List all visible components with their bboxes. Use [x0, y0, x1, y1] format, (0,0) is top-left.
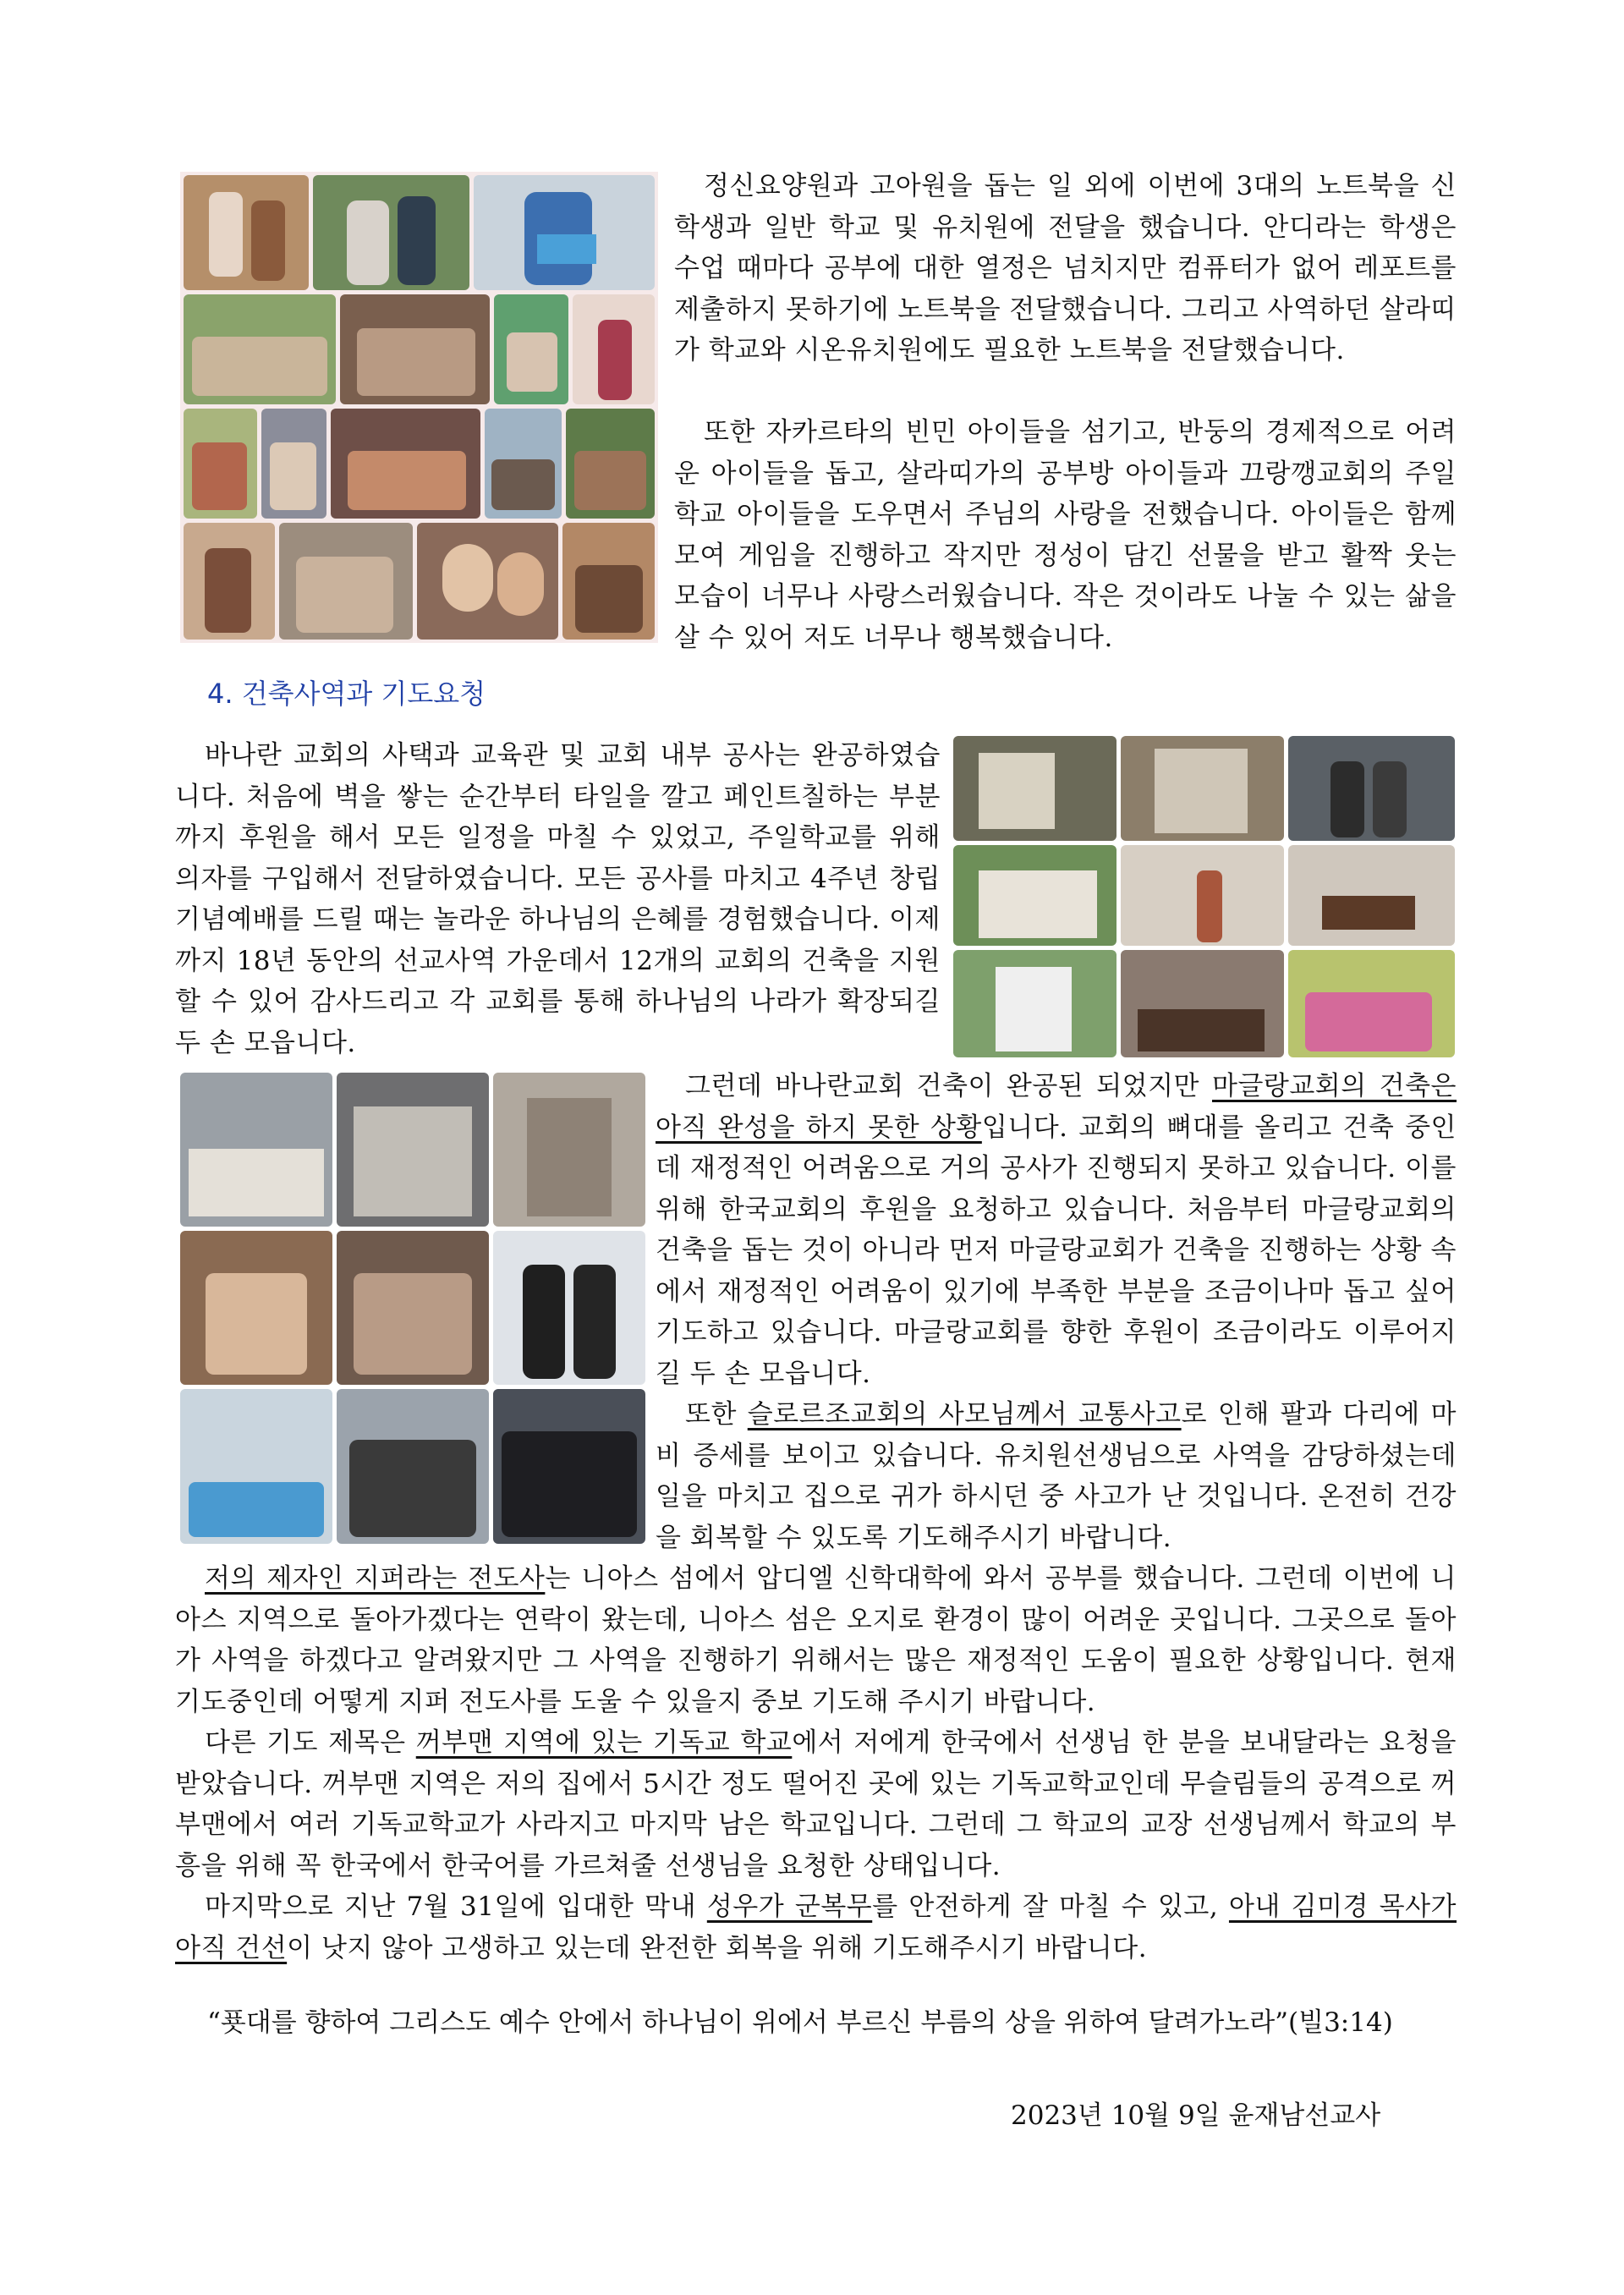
- paragraph-magelang-church: [656, 1066, 1457, 1394]
- photo-magelang-frame-3: [493, 1073, 645, 1227]
- photo-green-room: [494, 294, 568, 404]
- magelang-text-2: 입니다. 교회의 뼈대를 올리고 건축 중인데 재정적인 어려움으로 거의 공사가 진행되지 못하고 있습니다. 이를 위해 한국교회의 후원을 요청하고 있습니다. 처음부터 마글랑교회의 건축을 돕는 것이 아니라 먼저 마글랑교회가 건축을 진행하는 상황 속에서 재정적인 어려움이 있기에 부족한 부분을 조금이나마 돕고 싶어 기도하고 있습니다. 마글랑교회를 향한 후원이 조금이라도 이루어지길 두 손 모읍니다.: [656, 1112, 1457, 1389]
- school-underlined: 꺼부맨 지역에 있는 기독교 학교: [415, 1727, 793, 1758]
- school-text-1: 다른 기도 제목은: [205, 1727, 416, 1758]
- photo-sunday-school: [1288, 950, 1455, 1057]
- paragraph-school-request: [175, 1722, 1457, 1886]
- photo-outdoor-kids: [566, 409, 655, 519]
- photo-magelang-frame-1: [180, 1073, 332, 1227]
- photo-group-photo: [337, 1389, 489, 1544]
- photo-two-pastors: [493, 1231, 645, 1385]
- photo-kids-1: [184, 523, 275, 640]
- photo-magelang-frame-2: [337, 1073, 489, 1227]
- photo-construction-site: [953, 736, 1116, 841]
- magelang-text-1: 그런데 바나란교회 건축이 완공된 되었지만: [685, 1071, 1212, 1101]
- photo-kids-2: [279, 523, 413, 640]
- magelang-underlined: 마글랑교회의 건축은 아직 완성을 하지 못한 상황: [656, 1071, 1457, 1143]
- photo-prayer-group: [337, 1231, 489, 1385]
- photo-party: [331, 409, 480, 519]
- photo-school-kids: [184, 294, 336, 404]
- photo-youth-group: [493, 1389, 645, 1544]
- family-underlined-2: 아내 김미경 목사가 아직 건선: [175, 1891, 1457, 1963]
- photo-collage-ministry: [180, 172, 658, 643]
- photo-collage-construction: [953, 736, 1455, 1057]
- photo-group-1: [184, 409, 257, 519]
- photo-girl-gift: [573, 294, 655, 404]
- family-text-3: 이 낫지 않아 고생하고 있는데 완전한 회복을 위해 기도해주시기 바랍니다.: [287, 1932, 1148, 1963]
- paragraph-laptop-donation: 정신요양원과 고아원을 돕는 일 외에 이번에 3대의 노트북을 신학생과 일반 학교 및 유치원에 전달을 했습니다. 안디라는 학생은 수업 때마다 공부에 대한 열정은 넘치지만 컴퓨터가 없어 레포트를 제출하지 못하기에 노트북을 전달했습니다. 그리고 사역하던 살라띠가 학교와 시온유치원에도 필요한 노트북을 전달했습니다.: [674, 171, 1457, 365]
- photo-laptop-handover-1: [184, 175, 309, 290]
- photo-interior-woman: [1121, 845, 1284, 946]
- signature-date: 2023년 10월 9일 윤재남선교사: [1011, 2100, 1381, 2131]
- accident-text-2: 로 인해 팔과 다리에 마비 증세를 보이고 있습니다. 유치원선생님으로 사역을 감당하셨는데 일을 마치고 집으로 귀가 하시던 중 사고가 난 것입니다. 온전히 건강을 회복할 수 있도록 기도해주시기 바랍니다.: [656, 1399, 1457, 1553]
- disciple-underlined: 저의 제자인 지퍼라는 전도사: [205, 1563, 546, 1594]
- photo-church-interior: [1121, 950, 1284, 1057]
- photo-kids-3: [562, 523, 655, 640]
- disciple-text: 는 니아스 섬에서 압디엘 신학대학에 와서 공부를 했습니다. 그런데 이번에 니아스 지역으로 돌아가겠다는 연락이 왔는데, 니아스 섬은 오지로 환경이 많이 어려운 곳입니다. 그곳으로 돌아가 사역을 하겠다고 알려왔지만 그 사역을 진행하기 위해서는 많은 재정적인 도움이 필요한 상황입니다. 현재 기도중인데 어떻게 지퍼 전도사를 도울 수 있을지 중보 기도해 주시기 바랍니다.: [175, 1563, 1457, 1717]
- family-text-1: 마지막으로 지난 7월 31일에 입대한 막내: [205, 1891, 707, 1922]
- photo-visit-family: [180, 1231, 332, 1385]
- photo-pastors: [1288, 736, 1455, 841]
- photo-classroom: [340, 294, 490, 404]
- photo-church-group: [485, 409, 562, 519]
- family-text-2: 를 안전하게 잘 마칠 수 있고,: [872, 1891, 1229, 1922]
- paragraph-family-prayer: [175, 1886, 1457, 1968]
- bible-verse-quote: “푯대를 향하여 그리스도 예수 안에서 하나님이 위에서 부르신 부름의 상을 위하여 달려가노라”(빌3:14): [207, 2007, 1393, 2038]
- photo-laptop-handover-2: [313, 175, 469, 290]
- paragraph-accident: [656, 1394, 1457, 1558]
- section-heading-construction: 4. 건축사역과 기도요청: [207, 678, 486, 710]
- photo-church-exterior: [953, 950, 1116, 1057]
- school-text-2: 에서 저에게 한국에서 선생님 한 분을 보내달라는 요청을 받았습니다. 꺼부맨 지역은 저의 집에서 5시간 정도 떨어진 곳에 있는 기독교학교인데 무슬림들의 공격으로 꺼부맨에서 여러 기독교학교가 사라지고 마지막 남은 학교입니다. 그런데 그 학교의 교장 선생님께서 학교의 부흥을 위해 꼭 한국에서 한국어를 가르쳐줄 선생님을 요청한 상태입니다.: [175, 1727, 1457, 1881]
- paragraph-children-ministry: 또한 자카르타의 빈민 아이들을 섬기고, 반둥의 경제적으로 어려운 아이들을 돕고, 살라띠가의 공부방 아이들과 끄랑깽교회의 주일학교 아이들을 도우면서 주님의 사랑을 전했습니다. 아이들은 함께 모여 게임을 진행하고 작지만 정성이 담긴 선물을 받고 활짝 웃는 모습이 너무나 사랑스러웠습니다. 작은 것이라도 나눌 수 있는 삶을 살 수 있어 저도 너무나 행복했습니다.: [674, 417, 1457, 653]
- accident-text-1: 또한: [685, 1399, 748, 1430]
- photo-laptop-handover-3: [474, 175, 655, 290]
- photo-parsonage: [953, 845, 1116, 946]
- photo-kindergarten-kids: [180, 1389, 332, 1544]
- paragraph-disciple: [175, 1558, 1457, 1722]
- paragraph-banaran-church: 바나란 교회의 사택과 교육관 및 교회 내부 공사는 완공하였습니다. 처음에 벽을 쌓는 순간부터 타일을 깔고 페인트칠하는 부분까지 후원을 해서 모든 일정을 마칠 수 있었고, 주일학교를 위해 의자를 구입해서 전달하였습니다. 모든 공사를 마치고 4주년 창립기념예배를 드릴 때는 놀라운 하나님의 은혜를 경험했습니다. 이제까지 18년 동안의 선교사역 가운데서 12개의 교회의 건축을 지원할 수 있어 감사드리고 각 교회를 통해 하나님의 나라가 확장되길 두 손 모읍니다.: [175, 740, 941, 1058]
- accident-underlined: 슬로르조교회의 사모님께서 교통사고: [747, 1399, 1182, 1430]
- photo-missionary-selfie: [417, 523, 558, 640]
- photo-group-2: [261, 409, 326, 519]
- photo-house-frame: [1121, 736, 1284, 841]
- photo-dining-room: [1288, 845, 1455, 946]
- photo-collage-magelang: [180, 1073, 645, 1544]
- family-underlined-1: 성우가 군복무: [706, 1891, 873, 1922]
